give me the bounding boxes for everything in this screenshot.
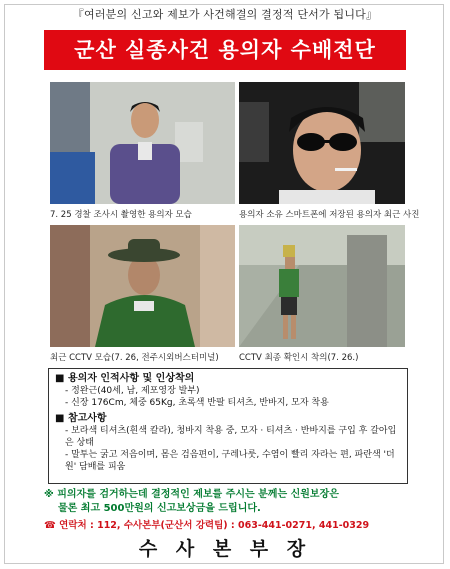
suspect-profile-heading: ■ 용의자 인적사항 및 인상착의 — [55, 373, 401, 385]
reference-item: - 말투는 굵고 저음이며, 몸은 검음편이, 구레나룻, 수염이 빨리 자라는 편, 파란색 '더원' 담배를 피움 — [55, 449, 401, 473]
photo-caption-4: CCTV 최종 확인시 착의(7. 26.) — [239, 353, 359, 363]
suspect-photo-cctv-final — [239, 225, 405, 347]
suspect-photo-police-room — [50, 82, 235, 204]
suspect-photo-cctv-terminal — [50, 225, 235, 347]
suspect-profile-item: - 정완근(40세, 남, 제포영장 발부) — [55, 385, 401, 397]
reward-notice-line1: ※ 피의자를 검거하는데 결정적인 제보를 주시는 분께는 신원보장은 — [44, 489, 339, 500]
photo-caption-2: 용의자 소유 스마트폰에 저장된 용의자 최근 사진 — [239, 210, 420, 220]
suspect-profile-item: - 신장 176Cm, 체중 65Kg, 초록색 반팔 티셔츠, 반바지, 모자 착용 — [55, 397, 401, 409]
reward-notice — [44, 488, 406, 516]
wanted-banner: 군산 실종사건 용의자 수배전단 — [44, 30, 406, 70]
reward-notice-line2: 물론 최고 500만원의 신고보상금을 드립니다. — [58, 503, 261, 514]
contact-info: ☎ 연락처 : 112, 수사본부(군산서 강력팀) : 063-441-0271, 441-0329 — [44, 520, 370, 531]
reference-item: - 보라색 티셔츠(흰색 칼라), 청바지 착용 중, 모자 · 티셔츠 · 반바지를 구입 후 갈아입은 상태 — [55, 425, 401, 449]
photo-caption-3: 최근 CCTV 모습(7. 26, 전주시외버스터미널) — [50, 353, 219, 363]
headquarters-signature: 수 사 본 부 장 — [138, 538, 312, 560]
suspect-photo-car-selfie — [239, 82, 405, 204]
slogan-text: 『여러분의 신고와 제보가 사건해결의 결정적 단서가 됩니다』 — [72, 8, 378, 21]
suspect-info-box — [48, 368, 408, 484]
photo-caption-1: 7. 25 경찰 조사시 촬영한 용의자 모습 — [50, 210, 192, 220]
reference-heading: ■ 참고사항 — [55, 413, 401, 425]
